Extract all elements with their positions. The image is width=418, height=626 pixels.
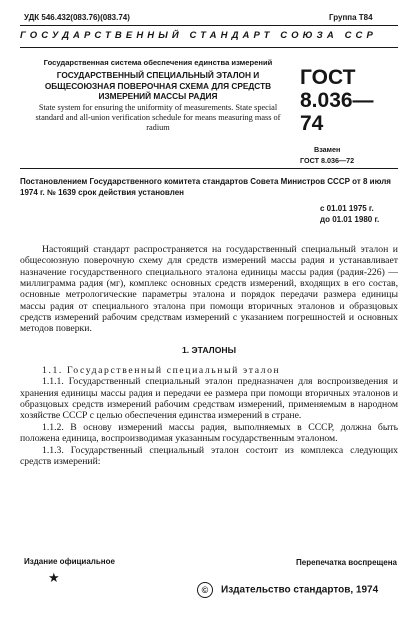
section-heading: 1. ЭТАЛОНЫ: [181, 344, 237, 355]
valid-from: с 01.01 1975 г.: [320, 204, 374, 213]
clause-1-1-3: 1.1.3. Государственный специальный эталон состоит из комплекса следующих средств измерений:: [20, 444, 398, 467]
group-code: Группа Т84: [329, 13, 373, 22]
banner-rule: [20, 47, 398, 48]
copyright-icon: ©: [197, 582, 213, 598]
replaces-label: Взамен: [314, 145, 341, 154]
clause-1-1-1: 1.1.1. Государственный специальный эталон предназначен для воспроизведения и хранения единицы массы радия и передачи ее размера при помощи вторичных эталонов и образцовых средств измерений рабочим средствам измерений, применяемым в народном хозяйстве СССР с целью обеспечения единства измерений в стране.: [20, 376, 398, 422]
official-edition-label: Издание официальное: [24, 557, 115, 566]
copyright-line: [197, 582, 378, 598]
copyright-text: Издательство стандартов, 1974: [221, 584, 379, 596]
title-rule: [20, 168, 398, 169]
star-icon: ★: [48, 570, 60, 585]
standard-banner: ГОСУДАРСТВЕННЫЙ СТАНДАРТ СОЮЗА ССР: [20, 30, 377, 41]
english-title: State system for ensuring the uniformity of measurements. State special standard and all-union verification schedule for means measuring mass of radium: [35, 102, 281, 132]
udk-code: УДК 546.432(083.76)(083.74): [24, 13, 130, 22]
gost-number: 8.036—74: [300, 89, 374, 135]
top-rule: [20, 25, 398, 26]
gost-label: ГОСТ: [300, 66, 356, 89]
main-title: ГОСУДАРСТВЕННЫЙ СПЕЦИАЛЬНЫЙ ЭТАЛОН И ОБЩЕСОЮЗНАЯ ПОВЕРОЧНАЯ СХЕМА ДЛЯ СРЕДСТВ ИЗМЕРЕНИЙ МАССЫ РАДИЯ: [44, 70, 272, 101]
clause-1-1: 1.1. Государственный специальный эталон: [42, 365, 281, 377]
system-title: Государственная система обеспечения единства измерений: [43, 58, 273, 67]
replaces-value: ГОСТ 8.036—72: [300, 156, 355, 165]
validity-dates: [320, 204, 379, 225]
clause-1-1-2: 1.1.2. В основу измерений массы радия, выполняемых в СССР, должна быть положена единица, воспроизводимая указанным государственным эталоном.: [20, 421, 398, 445]
title-block: [28, 58, 288, 133]
valid-to: до 01.01 1980 г.: [320, 214, 380, 224]
gost-number-block: [300, 66, 396, 165]
decree-text: Постановлением Государственного комитета стандартов Совета Министров СССР от 8 июля 1974 г. № 1639 срок действия установлен: [20, 177, 391, 197]
intro-paragraph: Настоящий стандарт распространяется на государственный специальный эталон и общесоюзную поверочную схему для средств измерений массы радия и устанавливает назначение государственного специального эталона единицы массы радия (радия-226) — миллиграмма радия (мг), комплекс основных средств измерений, входящих в его состав, основные метрологические параметры эталона и порядок передачи размера единицы массы радия от специального эталона при помощи вторичных эталонов и образцовых средств измерений рабочим средствам измерений с указанием погрешностей и основных методов поверки.: [20, 244, 398, 335]
reprint-prohibited-label: Перепечатка воспрещена: [296, 558, 397, 567]
body-text: [20, 244, 398, 467]
